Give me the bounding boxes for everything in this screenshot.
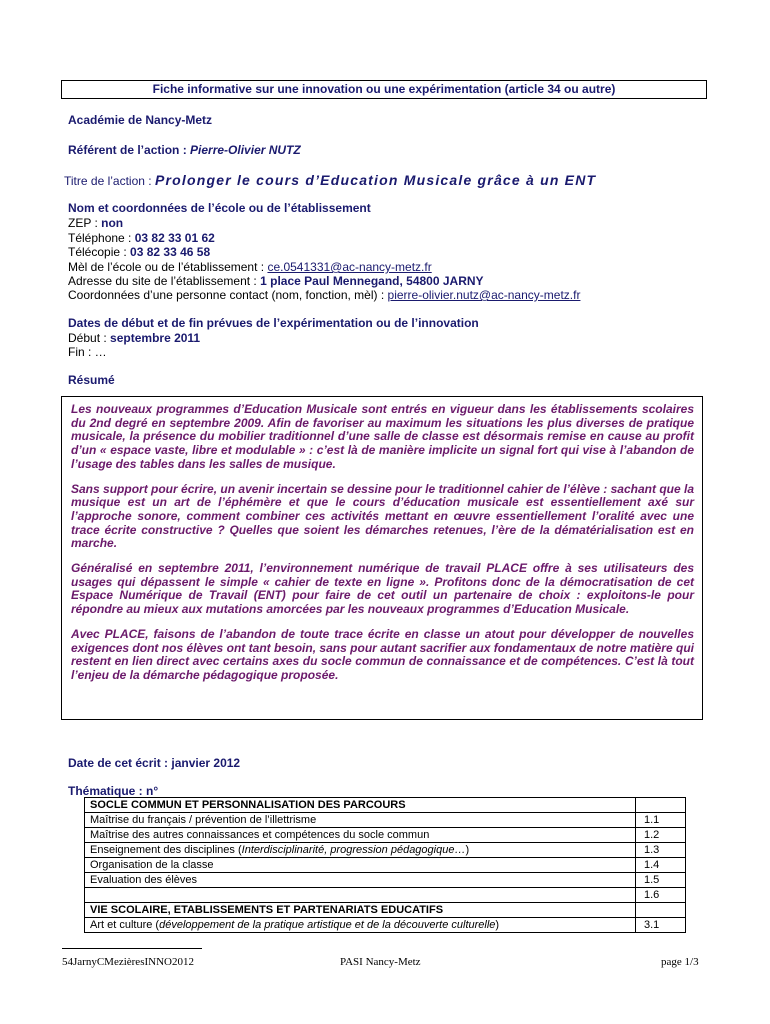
table-cell-num: 1.1 [636,813,686,828]
mel-label: Mèl de l’école ou de l’établissement : [68,260,265,274]
table-cell-text: Enseignement des disciplines (Interdisciplinarité, progression pédagogique…) [85,843,636,858]
mel-link[interactable]: ce.0541331@ac-nancy-metz.fr [267,260,432,274]
contact-link[interactable]: pierre-olivier.nutz@ac-nancy-metz.fr [387,288,581,302]
referent-line [68,143,301,157]
fax-label: Télécopie : [68,245,127,259]
dates-heading: Dates de début et de fin prévues de l’expérimentation ou de l’innovation [68,316,479,330]
date-ecrit-line [68,756,240,770]
thematique-heading: Thématique : n° [68,784,159,798]
adresse-line [68,274,484,288]
table-cell-text [85,888,636,903]
table-cell-num [636,903,686,918]
table-row [85,888,686,903]
document-title: Fiche informative sur une innovation ou une expérimentation (article 34 ou autre) [61,80,707,99]
zep-line [68,216,123,230]
referent-value: Pierre-Olivier NUTZ [190,143,301,157]
table-cell-num: 3.1 [636,918,686,933]
resume-paragraph: Les nouveaux programmes d’Education Musicale sont entrés en vigueur dans les établissements scolaires du 2nd degré en septembre 2009. Afin de favoriser au maximum les situations les plus diverses de pratique musicale, la présence du mobilier traditionnel d’une salle de classe est désormais remise en cause au profit d’un « espace vaste, libre et modulable » : c’est là de manière implicite un signal fort qui vise à l’abandon de l’usage des tables dans les salles de musique. [71,402,694,471]
table-row [85,873,686,888]
footer-left: 54JarnyCMezièresINNO2012 [62,956,194,968]
contact-line [68,288,580,302]
footer-center: PASI Nancy-Metz [340,956,421,968]
resume-box [61,396,703,720]
footer-rule [62,948,202,949]
zep-value: non [101,216,124,230]
tel-line [68,231,215,245]
table-row [85,903,686,918]
fin-line: Fin : … [68,345,107,359]
debut-line [68,331,200,345]
table-cell-num: 1.2 [636,828,686,843]
date-ecrit-value: janvier 2012 [171,756,241,770]
adresse-label: Adresse du site de l’établissement : [68,274,257,288]
table-cell-main: Art et culture [90,919,153,931]
tel-value: 03 82 33 01 62 [134,231,215,245]
table-cell-num: 1.5 [636,873,686,888]
table-cell-num [636,798,686,813]
table-cell-text: Maîtrise du français / prévention de l’illettrisme [85,813,636,828]
resume-paragraph: Avec PLACE, faisons de l’abandon de toute trace écrite en classe un atout pour développer de nouvelles exigences dont nos élèves ont tant besoin, sans pour autant sacrifier aux fondamentaux de notre matière qui restent en lien direct avec certains axes du socle commun de connaissance et de compétences. C’est là tout l’enjeu de la démarche pédagogique proposée. [71,626,694,682]
table-cell-italic: développement de la pratique artistique et de la découverte culturelle [159,919,496,931]
table-cell-main: Enseignement des disciplines [90,844,235,856]
contact-label: Coordonnées d’une personne contact (nom, fonction, mèl) : [68,288,385,302]
table-cell-num: 1.3 [636,843,686,858]
titre-value: Prolonger le cours d’Education Musicale grâce à un ENT [154,172,597,188]
resume-paragraph: Sans support pour écrire, un avenir incertain se dessine pour le traditionnel cahier de l’élève : sachant que la musique est un art de l’éphémère et que le cours d’éducation musicale est essentiellement axé sur l’approche sonore, comment combiner ces activités mettant en œuvre essentiellement l’oralité avec une trace écrite constructive ? Quelles que soient les démarches retenues, l’ère de la dématérialisation est en marche. [71,481,694,551]
mel-line [68,260,432,274]
resume-heading: Résumé [68,373,115,387]
table-cell-text: VIE SCOLAIRE, ETABLISSEMENTS ET PARTENARIATS EDUCATIFS [85,903,636,918]
table-row [85,798,686,813]
table-cell-italic: Interdisciplinarité, progression pédagogique… [241,844,466,856]
table-row [85,828,686,843]
adresse-value: 1 place Paul Mennegand, 54800 JARNY [260,274,484,288]
thematique-table [84,797,686,933]
referent-label: Référent de l’action : [68,143,187,157]
table-cell-text: Organisation de la classe [85,858,636,873]
table-cell-num: 1.4 [636,858,686,873]
debut-label: Début : [68,331,107,345]
debut-value: septembre 2011 [110,331,201,345]
table-cell-text: Art et culture (développement de la pratique artistique et de la découverte culturelle) [85,918,636,933]
footer-page-number: page 1/3 [661,956,699,968]
zep-label: ZEP : [68,216,98,230]
etablissement-heading: Nom et coordonnées de l’école ou de l’établissement [68,201,371,215]
fax-value: 03 82 33 46 58 [130,245,211,259]
table-cell-text: Maîtrise des autres connaissances et compétences du socle commun [85,828,636,843]
titre-action-line [64,172,596,188]
tel-label: Téléphone : [68,231,132,245]
titre-label: Titre de l’action : [64,174,152,188]
table-cell-num: 1.6 [636,888,686,903]
date-ecrit-label: Date de cet écrit : [68,756,169,770]
fax-line [68,245,210,259]
table-row [85,813,686,828]
resume-paragraph: Généralisé en septembre 2011, l’environnement numérique de travail PLACE offre à ses utilisateurs des usages qui dépassent le simple « cahier de texte en ligne ». Profitons donc de la démocratisation de cet Espace Numérique de Travail (ENT) pour faire de cet outil un partenaire de choix : exploitons-le pour répondre au mieux aux mutations amorcées par les nouveaux programmes d’Education Musicale. [71,561,694,617]
table-row [85,918,686,933]
table-row [85,858,686,873]
table-cell-text: Evaluation des élèves [85,873,636,888]
table-row [85,843,686,858]
academie: Académie de Nancy-Metz [68,113,213,127]
table-cell-text: SOCLE COMMUN ET PERSONNALISATION DES PARCOURS [85,798,636,813]
